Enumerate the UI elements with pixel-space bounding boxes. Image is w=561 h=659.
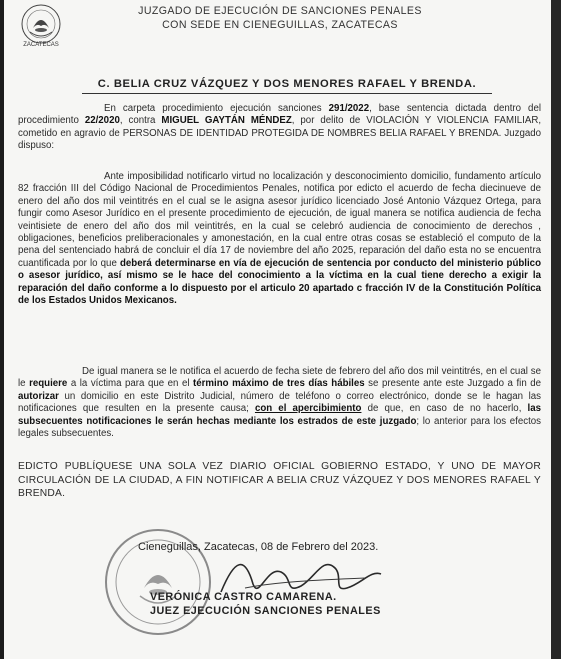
court-header — [100, 4, 460, 32]
seal-caption: ZACATECAS — [23, 42, 59, 48]
procedure-number: 22/2020 — [84, 115, 120, 127]
case-number: 291/2022 — [328, 103, 370, 114]
document-title: C. BELIA CRUZ VÁZQUEZ Y DOS MENORES RAFAEL Y BRENDA. — [97, 78, 477, 90]
bold-text: deberá determinarse en vía de ejecución de sentencia por conducto del ministerio público o asesor jurídico, así mismo se le hace del conocimiento a la víctima en la cual tiene derecho a exigir la reparación del daño conforme a lo dispuesto por el articulo 20 apartado c fracción IV de la Constitución Política de los Estados Unidos Mexicanos. — [18, 257, 541, 307]
coat-of-arms-icon — [10, 4, 72, 48]
court-seat: CON SEDE EN CIENEGUILLAS, ZACATECAS — [162, 19, 398, 31]
text-span: De igual manera se le notifica el acuerdo de fecha siete de febrero del año dos mil veintitrés, en el cual se le — [18, 366, 541, 390]
text-span: , por delito de VIOLACIÓN Y VIOLENCIA FAMILIAR, cometido en agravio de PERSONAS DE IDENTIDAD PROTEGIDA DE NOMBRES BELIA RAFAEL Y BRENDA. Juzgado dispuso: — [18, 115, 542, 152]
text-span: Ante imposibilidad notificarlo virtud no localización y desconocimiento domicilio, fundamento artículo 82 fracción III del Código Nacional de Procedimientos Penales, notifica por edicto el acuerdo de fecha diecinueve de enero del año dos mil veintitrés en el cual se le asigna asesor jurídico licenciado José Antonio Vázquez Ortega, para fungir como Asesor Jurídico en el presente procedimiento de ejecución, de igual manera se notifica audiencia de fecha veintisiete de enero del año dos mil veintitrés, en la cual se celebró audiencia de conocimiento de derechos , obligaciones, beneficios preliberacionales y amonestación, en la cual entre otras cosas se estableció el computo de la pena del sentenciado habrá de concluir el día 17 de noviembre del año 2025, reparación del daño esta no se encuentra cuantificada por lo que — [18, 171, 541, 269]
text-span: En carpeta procedimiento ejecución sanciones — [104, 103, 329, 114]
text-span: de que, en caso de no hacerlo, — [361, 403, 528, 415]
paragraph-notification — [18, 171, 541, 307]
bold-text: autorizar — [18, 390, 59, 402]
bold-text: requiere — [29, 378, 68, 390]
bold-text: las subsecuentes notificaciones le serán hechas mediante los estrados de este juzgado — [18, 403, 541, 427]
text-span: ; lo anterior para los efectos legales subsecuentes. — [18, 415, 541, 440]
text-span: un domicilio en este Distrito Judicial, número de teléfono o correo electrónico, donde se le hagan las notificaciones que resulten en la presente causa; — [18, 390, 541, 415]
text-span: , contra — [119, 115, 162, 127]
scan-edge-right — [551, 0, 561, 659]
signer-name: VERÓNICA CASTRO CAMARENA. — [150, 591, 337, 603]
bold-text: término máximo de tres días hábiles — [193, 378, 365, 390]
paragraph-case-intro — [18, 103, 541, 153]
defendant-name: MIGUEL GAYTÁN MÉNDEZ — [161, 115, 292, 127]
issue-date: Cieneguillas, Zacatecas, 08 de Febrero del 2023. — [138, 541, 379, 553]
court-name: JUZGADO DE EJECUCIÓN DE SANCIONES PENALES — [138, 5, 422, 17]
title-underline — [82, 93, 492, 94]
paragraph-edict: EDICTO PUBLÍQUESE UNA SOLA VEZ DIARIO OFICIAL GOBIERNO ESTADO, Y UNO DE MAYOR CIRCULACIÓN DE LA CIUDAD, A FIN NOTIFICAR A BELIA CRUZ VÁZQUEZ Y DOS MENORES RAFAEL Y BRENDA. — [18, 461, 541, 499]
bold-underlined-text: con el apercibimiento — [254, 403, 362, 415]
text-span: a la víctima para que en el — [67, 378, 194, 390]
signer-title: JUEZ EJECUCIÓN SANCIONES PENALES — [150, 605, 381, 617]
paragraph-requirement — [18, 366, 541, 440]
text-span: se presente ante este Juzgado a fin de — [364, 378, 542, 390]
text-span: , base sentencia dictada dentro del procedimiento — [18, 103, 541, 127]
